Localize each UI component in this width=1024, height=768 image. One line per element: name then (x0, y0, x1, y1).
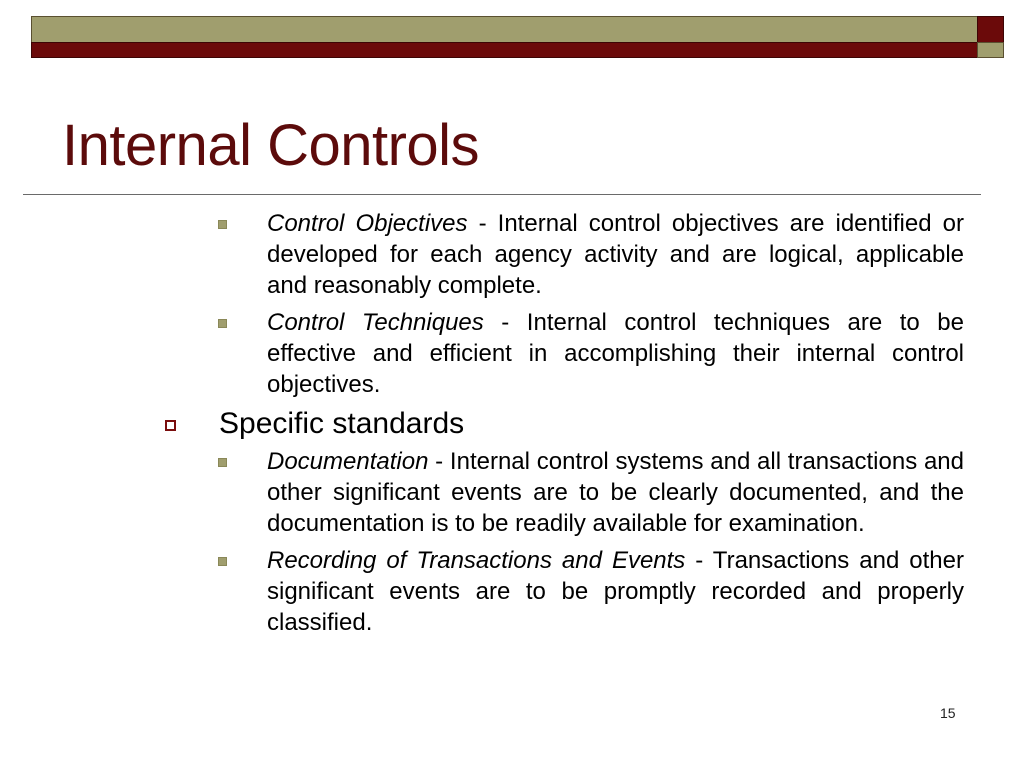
square-bullet-icon (218, 319, 227, 328)
header-square-olive (977, 42, 1004, 58)
bullet-text: - Internal control objectives are identified or developed for each agency activity and are logical, applicable and reasonably complete. (267, 210, 964, 299)
square-bullet-icon (218, 220, 227, 229)
bullet-text: - Internal control techniques are to be effective and efficient in accomplishing their internal control objectives. (267, 309, 964, 398)
bullet-item (160, 446, 964, 539)
bullet-item (160, 208, 964, 301)
bullet-text: - Internal control systems and all transactions and other significant events are to be clearly documented, and the documentation is to be readily available for examination. (267, 448, 964, 537)
bullet-term: Recording of Transactions and Events (267, 547, 686, 574)
bullet-term: Control Techniques (267, 309, 484, 336)
header-bar-maroon (31, 42, 978, 58)
header-square-maroon (977, 16, 1004, 43)
bullet-text: - Transactions and other significant events are to be promptly recorded and properly classified. (267, 547, 964, 636)
bullet-term: Documentation (267, 448, 429, 475)
title-divider (23, 194, 981, 195)
hollow-square-bullet-icon (165, 420, 176, 431)
bullet-item (160, 307, 964, 400)
section-heading (160, 406, 964, 442)
bullet-item (160, 545, 964, 638)
page-number: 15 (940, 705, 956, 721)
slide-body (160, 208, 964, 644)
bullet-term: Control Objectives (267, 210, 468, 237)
section-heading-text: Specific standards (219, 407, 465, 440)
square-bullet-icon (218, 458, 227, 467)
slide-title: Internal Controls (62, 113, 480, 178)
header-bar-olive (31, 16, 978, 43)
square-bullet-icon (218, 557, 227, 566)
